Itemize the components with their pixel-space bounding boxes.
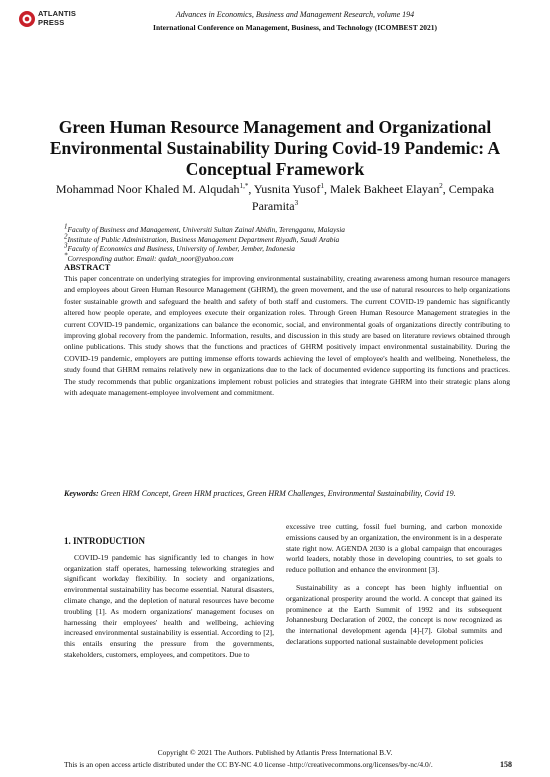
affiliation: $^3$Faculty of Economics and Business, University of Jember, Jember, Indonesia xyxy=(64,241,295,253)
atlantis-logo-icon xyxy=(18,10,36,28)
paper-title: Green Human Resource Management and Organizational Environmental Sustainability During Covid-19 Pandemic: A Conceptual Framework xyxy=(49,117,501,179)
publisher-logo xyxy=(18,8,77,38)
keywords xyxy=(64,488,510,500)
journal-name: Advances in Economics, Business and Management Research, volume 194 xyxy=(175,10,415,19)
affiliation: $^2$Institute of Public Administration, Business Management Department Riyadh, Saudi Arabia xyxy=(64,232,340,244)
affiliations xyxy=(64,222,510,263)
logo-text-line1: ATLANTIS xyxy=(38,9,77,18)
body-paragraph: excessive tree cutting, fossil fuel burning, and carbon monoxide emissions caused by an organization, the environment is in a desperate state right now. AGENDA 2030 is a global campaign that encourages world leaders, notably those in developing countries, to set goals to reduce pollution and enhance the environment [3]. xyxy=(286,522,502,575)
keywords-list: Green HRM Concept, Green HRM practices, Green HRM Challenges, Environmental Sustainability, Covid 19. xyxy=(98,489,456,498)
keywords-label: Keywords: xyxy=(64,489,99,498)
license-notice: This is an open access article distributed under the CC BY-NC 4.0 license -http://creativecommons.org/licenses/by-nc/4.0/. xyxy=(64,760,433,769)
copyright-notice: Copyright © 2021 The Authors. Published by Atlantis Press International B.V. xyxy=(157,748,393,757)
body-paragraph: Sustainability as a concept has been highly influential on organizational prosperity around the world. A concept that gained its prominence at the Earth Summit of 1992 and its subsequent Johannesburg Declaration of 2002, the concept is now recognized as the international development agenda [4]-[7]. Global summits and declarations supported national sustainable development policies xyxy=(286,582,502,646)
page-number: 158 xyxy=(500,760,512,769)
right-column xyxy=(286,522,502,648)
author: Malek Bakheet Elayan$^2$, xyxy=(329,182,449,196)
affiliation: $^1$Faculty of Business and Management, Universiti Sultan Zainal Abidin, Terengganu, Malaysia xyxy=(64,222,345,234)
author-list xyxy=(55,181,495,215)
author: Mohammad Noor Khaled M. Alqudah$^{1,*}$, xyxy=(55,182,254,196)
section-heading: 1. INTRODUCTION xyxy=(64,536,146,546)
logo-text-line2: PRESS xyxy=(38,18,65,27)
abstract-heading: ABSTRACT xyxy=(64,262,111,272)
abstract-text: This paper concentrate on underlying strategies for improving environmental sustainability, creating awareness among human resource managers and employees about Green Human Resource Management (GHRM), the green movement, and the use of natural resources to help organizations foster sustainable growth and safeguard the health and safety of both staff and customers. The current COVID-19 pandemic has significantly altered how people operate, and employees execute their organization roles. Through Green Human Resource Management strategies in the current COVID-19 pandemic, organizations can balance the economic, social, and environmental goals of organizations directly contributing to improving global recovery from the pandemic. Information, results, and discussion in this study are based on literature reviews obtained through online publications. This study shows that the functions and practices of GHRM positively impact environmental sustainability. During the COVID-19 pandemic, employers are putting immense efforts towards achieving the level of employee's health and wellbeing. Nonetheless, the study found that GHRM remains relatively new in organizations due to the lack of documented evidence supporting its functions and practices. The study recommends that public organizations implement robust policies and strategies that integrate GHRM into their strategic plans along with adequate management-employee involvement and commitment. xyxy=(64,274,510,398)
conference-name: International Conference on Management, Business, and Technology (ICOMBEST 2021) xyxy=(153,23,437,32)
author: Yusnita Yusof$^1$, xyxy=(253,182,330,196)
corresponding-author: *Corresponding author. Email: qudah_noor@yahoo.com xyxy=(64,251,234,263)
body-paragraph: COVID-19 pandemic has significantly led to changes in how organization staff operates, harnessing teleworking strategies and significant workday flexibility. In society and organizations, environmental sustainability has become essential. Natural disasters, climate change, and the depletion of natural resources have become troubling [1]. As modern organizations' management focuses on harnessing their employees' health and wellbeing, achieving increased environmental sustainability is essential. According to [2], this entails ensuring the pressure from the governments, stakeholders, customers, employees, and competitors. Due to xyxy=(64,552,274,659)
author: Cempaka Paramita$^3$ xyxy=(251,182,495,213)
left-column xyxy=(64,522,274,661)
logo-wordmark xyxy=(38,9,76,27)
